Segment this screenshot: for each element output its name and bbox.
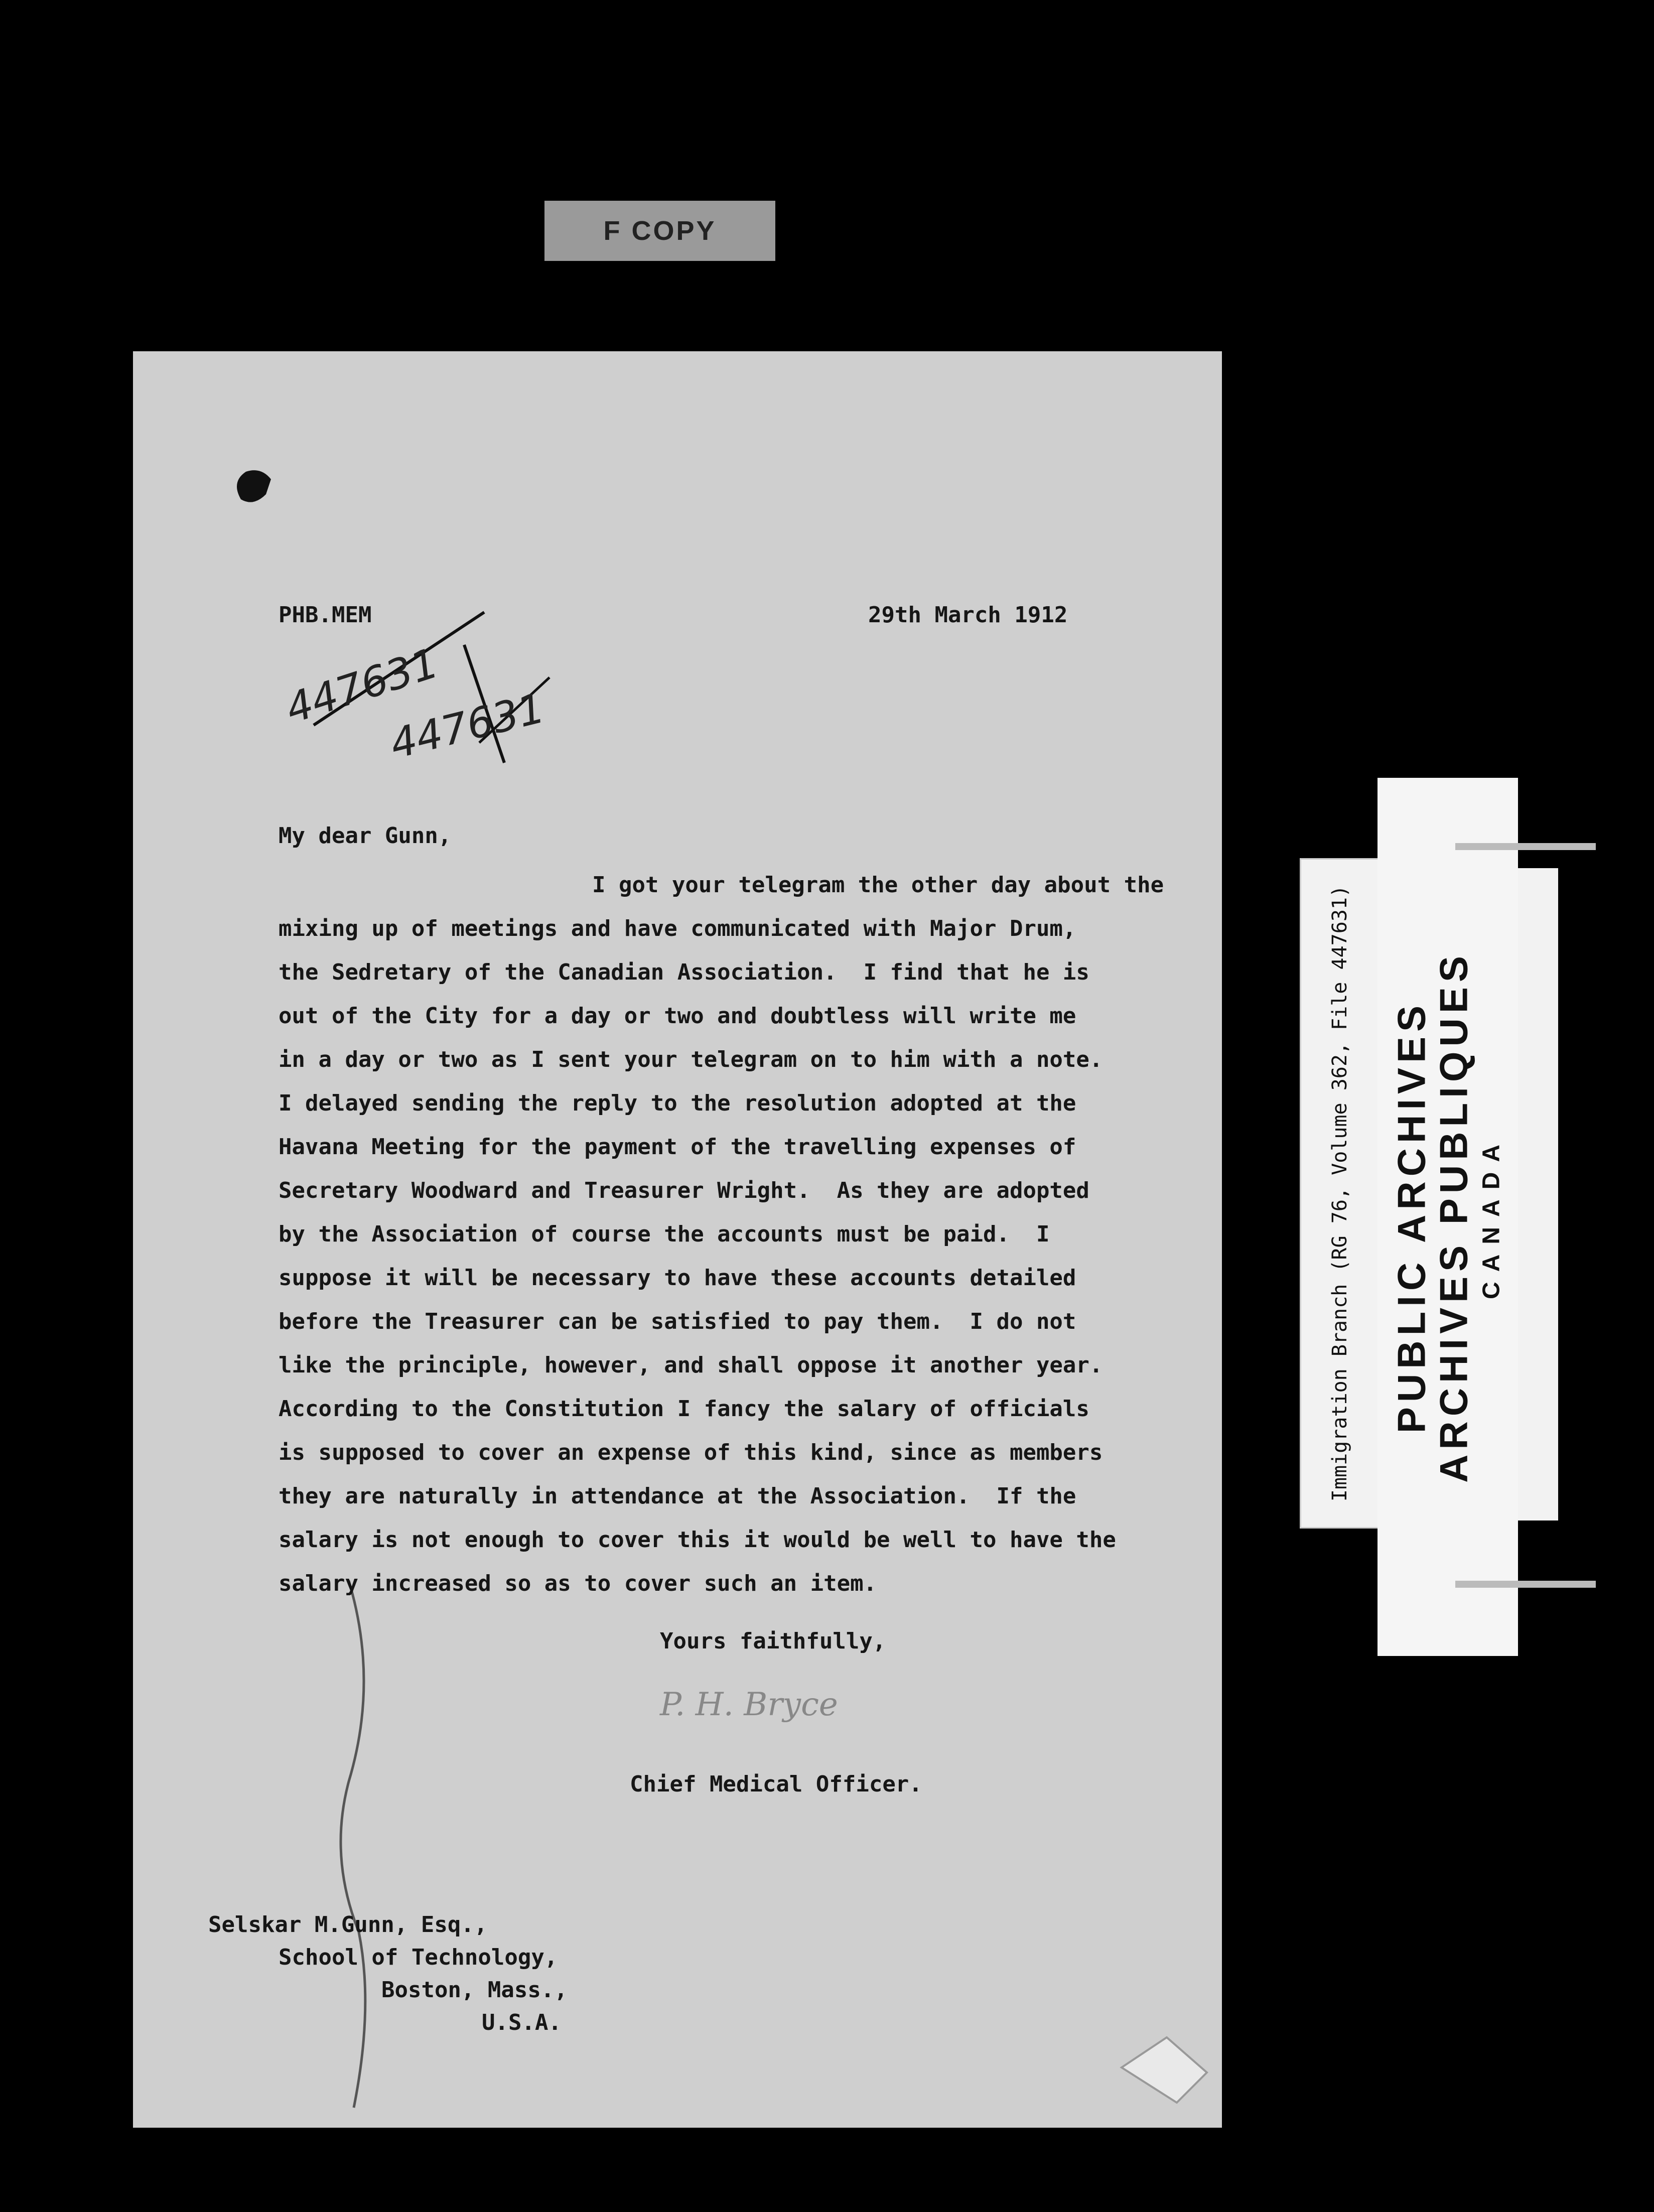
body-line: they are naturally in attendance at the Association. If the xyxy=(279,1483,1076,1509)
body-line: by the Association of course the accounts must be paid. I xyxy=(279,1221,1050,1247)
letter-date: 29th March 1912 xyxy=(868,602,1068,628)
signoff-title: Chief Medical Officer. xyxy=(630,1771,922,1797)
body-line: salary is not enough to cover this it would be well to have the xyxy=(279,1527,1116,1553)
handwritten-file-number: 447631 xyxy=(385,684,549,769)
body-line: the Sedretary of the Canadian Association. I find that he is xyxy=(279,959,1089,985)
address-line: U.S.A. xyxy=(482,2010,562,2035)
body-line: I delayed sending the reply to the resolution adopted at the xyxy=(279,1090,1076,1116)
address-line: Selskar M.Gunn, Esq., xyxy=(208,1912,488,1938)
address-line: Boston, Mass., xyxy=(381,1977,568,2003)
archive-line-fr: ARCHIVES PUBLIQUES xyxy=(1431,951,1476,1483)
source-reference: Immigration Branch (RG 76, Volume 362, File 447631) xyxy=(1328,885,1351,1502)
ink-blot xyxy=(237,470,271,502)
body-line: Havana Meeting for the payment of the travelling expenses of xyxy=(279,1134,1076,1160)
salutation: My dear Gunn, xyxy=(279,823,452,849)
address-line: School of Technology, xyxy=(279,1945,558,1970)
body-line: out of the City for a day or two and doubtless will write me xyxy=(279,1003,1076,1029)
signature: P. H. Bryce xyxy=(660,1686,838,1723)
body-line: in a day or two as I sent your telegram on to him with a note. xyxy=(279,1047,1103,1072)
body-line: suppose it will be necessary to have these accounts detailed xyxy=(279,1265,1076,1291)
archive-stamp xyxy=(1300,778,1536,1656)
closing: Yours faithfully, xyxy=(660,1628,886,1654)
body-line: before the Treasurer can be satisfied to pay them. I do not xyxy=(279,1309,1076,1334)
body-line: According to the Constitution I fancy the salary of officials xyxy=(279,1396,1089,1422)
body-line: I got your telegram the other day about the xyxy=(592,872,1164,898)
label-tab xyxy=(1518,868,1558,1520)
body-line: is supposed to cover an expense of this kind, since as members xyxy=(279,1440,1103,1465)
archive-line-en: PUBLIC ARCHIVES xyxy=(1389,1000,1434,1434)
folded-corner xyxy=(1122,2037,1207,2103)
paper-crease xyxy=(341,1581,365,2108)
body-line: mixing up of meetings and have communicated with Major Drum, xyxy=(279,916,1076,941)
source-strip xyxy=(1300,858,1381,1529)
reference-code: PHB.MEM xyxy=(279,602,372,628)
body-line: like the principle, however, and shall oppose it another year. xyxy=(279,1352,1103,1378)
archive-label xyxy=(1377,778,1518,1656)
body-line: Secretary Woodward and Treasurer Wright. As they are adopted xyxy=(279,1178,1089,1203)
copy-tag: F COPY xyxy=(544,201,775,261)
letter-body xyxy=(279,863,1164,1605)
archive-country: CANADA xyxy=(1478,1135,1505,1299)
letter-page xyxy=(133,351,1222,2128)
label-band xyxy=(1455,1581,1596,1588)
archive-label-text xyxy=(1391,951,1505,1483)
body-line: salary increased so as to cover such an item. xyxy=(279,1571,877,1596)
handwritten-file-number: 447631 xyxy=(280,639,445,734)
label-band xyxy=(1455,843,1596,850)
